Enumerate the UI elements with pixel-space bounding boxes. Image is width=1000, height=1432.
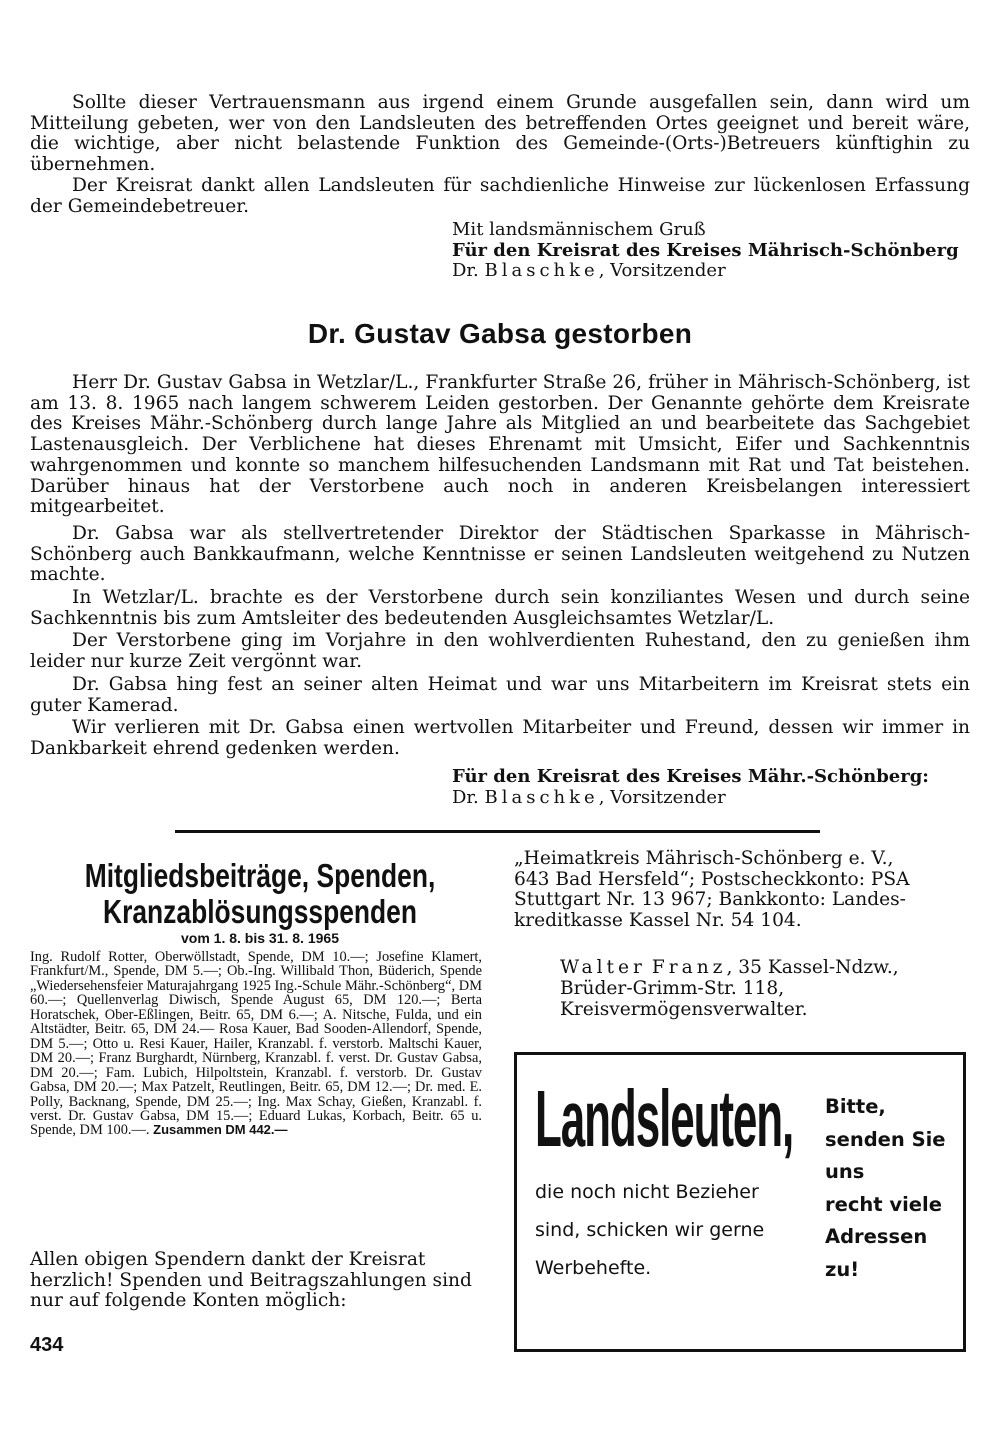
obituary-paragraph-6: Wir verlieren mit Dr. Gabsa einen wertvollen Mitarbeiter und Freund, dessen wir immer in Dankbarkeit ehrend gedenken werden. [30,717,970,759]
ad-side-line-6: zu! [825,1257,860,1281]
treasurer-last-name: Franz [651,957,727,978]
obituary-signature-org: Für den Kreisrat des Kreises Mähr.-Schönberg: [452,766,929,787]
obituary-headline: Dr. Gustav Gabsa gestorben [307,318,693,349]
ad-body-line-1: die noch nicht Bezieher [535,1181,759,1203]
ad-headline: Landsleuten, [535,1074,794,1163]
page-number: 434 [30,1334,64,1356]
intro-paragraph-1: Sollte dieser Vertrauensmann aus irgend einem Grunde ausgefallen sein, dann wird um Mitteilung gebeten, wer von den Landsleuten des betreffenden Ortes geeignet und bereit wäre, die wichtige, aber nicht belastende Funktion des Gemeinde-(Orts-)Betreuers künftighin zu übernehmen. [30,92,970,176]
obituary-paragraph-3: In Wetzlar/L. brachte es der Verstorbene durch sein konziliantes Wesen und durch seine Sachkenntnis bis zum Amtsleiter des bedeutenden Ausgleichsamtes Wetzlar/L. [30,587,970,629]
bank-info-line-4: kreditkasse Kassel Nr. 54 104. [514,910,802,932]
signature-line [452,261,972,282]
obituary-signature-title: Dr. [452,786,479,808]
ad-side-line-1: Bitte, [825,1095,886,1118]
ad-body [535,1173,805,1287]
obituary-paragraph-5: Dr. Gabsa hing fest an seiner alten Heimat und war uns Mitarbeitern im Kreisrat stets ein guter Kamerad. [30,674,970,716]
ad-side-text [825,1091,965,1286]
signature-org: Für den Kreisrat des Kreises Mährisch-Schönberg [452,239,959,261]
obituary-signature [452,767,972,808]
treasurer-role: Kreisvermögensverwalter. [560,999,808,1020]
ad-side-line-3: uns [825,1160,865,1183]
treasurer-block [560,957,980,1020]
treasurer-street: Brüder-Grimm-Str. 118, [560,978,785,999]
obituary-signature-line [452,788,972,809]
treasurer-address: , 35 Kassel-Ndzw., [726,957,899,978]
obituary-signature-role: , Vorsitzender [598,786,726,808]
donations-total: Zusammen DM 442.— [153,1122,288,1138]
bank-info-line-3: Stuttgart Nr. 13 967; Bankkonto: Landes- [514,889,906,911]
treasurer-name-line [560,957,980,978]
obituary-paragraph-2: Dr. Gabsa war als stellvertretender Direktor der Städtischen Sparkasse in Mährisch-Schönberg auch Bankkaufmann, welche Kenntnisse er seinen Landsleuten weitgehend zu Nutzen machte. [30,523,970,586]
signature-role: , Vorsitzender [598,260,726,282]
bank-info-line-1: „Heimatkreis Mährisch-Schönberg e. V., [514,848,894,869]
signature-name: Blaschke [484,260,599,282]
donations-list-text: Ing. Rudolf Rotter, Oberwöllstadt, Spende, DM 10.—; Josefine Klamert, Frankfurt/M., Spende, DM 5.—; Ob.-Ing. Willibald Thon, Büderich, Spende „Wiedersehensfeier Maturajahrgang 1925 Ing.-Schule Mähr.-Schönberg“, DM 60.—; Quellenverlag Diwisch, Spende August 65, DM 120.—; Berta Horatschek, Ober-Eßlingen, Beitr. 65, DM 6.—; A. Nitsche, Fulda, und ein Altstädter, Beitr. 65, DM 24.— Rosa Kauer, Bad Sooden-Allendorf, Spende, DM 5.—; Otto u. Resi Kauer, Hailer, Kranzabl. f. verstorb. Maltschi Kauer, DM 20.—; Franz Burghardt, Nürnberg, Kranzabl. f. verst. Dr. Gustav Gabsa, DM 20.—; Fam. Lubich, Hilpoltstein, Kranzabl. f. verstorb. Dr. Gustav Gabsa, DM 20.—; Max Patzelt, Reutlingen, Beitr. 65, DM 12.—; Dr. med. E. Polly, Backnang, Spende, DM 25.—; Ing. Max Schay, Gießen, Kranzabl. f. verst. Dr. Gustav Gabsa, DM 15.—; Eduard Lukas, Korbach, Beitr. 65 u. Spende, DM 100.—. [30,949,482,1139]
ad-side-line-5: Adressen [825,1225,928,1248]
donations-list [30,950,482,1138]
advertisement-box [514,1052,966,1352]
obituary-signature-name: Blaschke [484,786,599,808]
donations-title-line-1: Mitgliedsbeiträge, Spenden, [84,857,436,894]
ad-body-line-2: sind, schicken wir gerne [535,1219,765,1241]
ad-body-line-3: Werbehefte. [535,1257,652,1279]
obituary-paragraph-1: Herr Dr. Gustav Gabsa in Wetzlar/L., Frankfurter Straße 26, früher in Mährisch-Schönberg, ist am 13. 8. 1965 nach langem schwerem Leiden gestorben. Der Genannte gehörte dem Kreisrate des Kreises Mähr.-Schönberg durch lange Jahre als Mitglied an und bearbeitete das Sachgebiet Lastenausgleich. Der Verblichene hat dieses Ehrenamt mit Umsicht, Eifer und Sachkenntnis wahrgenommen und konnte so manchem hilfesuchenden Landsmann mit Rat und Tat beistehen. Darüber hinaus hat der Verstorbene auch noch in anderen Kreisbelangen interessiert mitgearbeitet. [30,372,970,518]
signature-title: Dr. [452,260,479,282]
greeting: Mit landsmännischem Gruß [452,219,706,240]
treasurer-first-name: Walter [560,957,646,978]
ad-side-line-2: senden Sie [825,1127,946,1151]
section-divider [175,830,820,833]
obituary-paragraph-4: Der Verstorbene ging im Vorjahre in den wohlverdienten Ruhestand, den zu genießen ihm leider nur kurze Zeit vergönnt war. [30,630,970,672]
donations-title-line-2: Kranzablösungsspenden [103,893,417,930]
bank-info-line-2: 643 Bad Hersfeld“; Postscheckkonto: PSA [514,868,910,890]
ad-side-line-4: recht viele [825,1192,942,1216]
intro-signature [452,220,972,282]
intro-paragraph-2: Der Kreisrat dankt allen Landsleuten für sachdienliche Hinweise zur lückenlosen Erfassung der Gemeindebetreuer. [30,175,970,217]
bank-info [514,849,974,932]
donations-thanks: Allen obigen Spendern dankt der Kreisrat herzlich! Spenden und Beitragszahlungen sind nur auf folgende Konten möglich: [30,1249,472,1312]
donations-period: vom 1. 8. bis 31. 8. 1965 [181,930,339,946]
